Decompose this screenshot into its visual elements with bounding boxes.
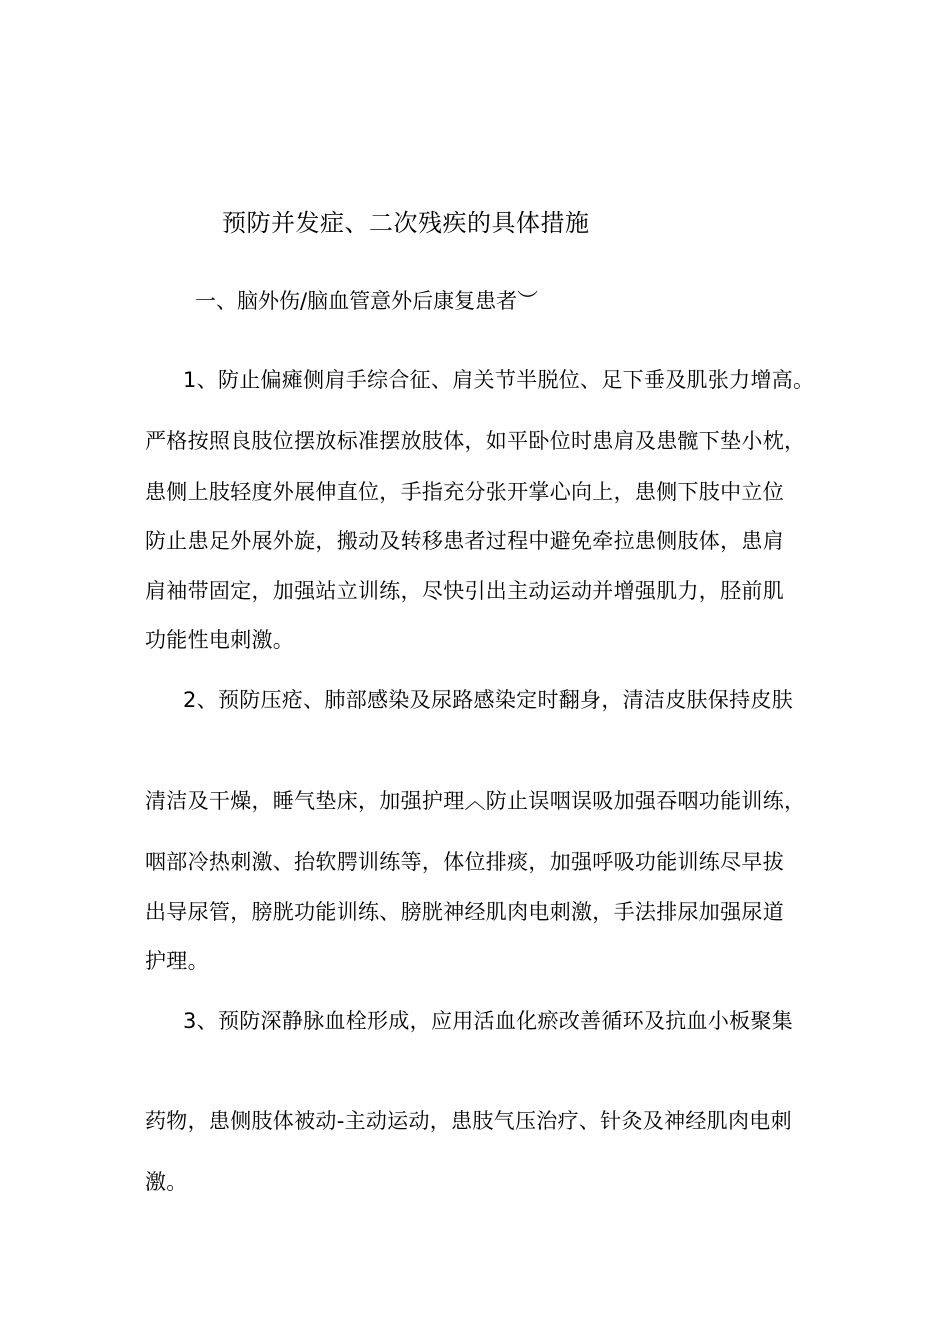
- paragraph-2-heading: 2、预防压疮、肺部感染及尿路感染定时翻身，清洁皮肤保持皮肤: [183, 688, 794, 712]
- paragraph-2-line-4: 护理。: [145, 949, 209, 973]
- paragraph-2-line-3: 出导尿管，膀胱功能训练、膀胱神经肌肉电刺激，手法排尿加强尿道: [145, 900, 784, 924]
- paragraph-1-line-4: 肩袖带固定，加强站立训练，尽快引出主动运动并增强肌力，胫前肌: [145, 579, 784, 603]
- paragraph-2-line-1: 清洁及干燥，睡气垫床，加强护理︿防止误咽误吸加强吞咽功能训练，: [145, 789, 806, 813]
- paragraph-1-line-5: 功能性电刺激。: [145, 628, 295, 652]
- paragraph-1-line-2: 患侧上肢轻度外展伸直位，手指充分张开掌心向上，患侧下肢中立位: [145, 480, 784, 504]
- paragraph-1-heading: 1、防止偏瘫侧肩手综合征、肩关节半脱位、足下垂及肌张力增高。: [183, 368, 815, 392]
- paragraph-3-line-1: 药物，患侧肢体被动-主动运动，患肢气压治疗、针灸及神经肌肉电刺: [145, 1109, 792, 1133]
- paragraph-3-line-2: 激。: [145, 1170, 188, 1194]
- section-heading: 一、脑外伤/脑血管意外后康复患者︶: [195, 289, 539, 313]
- paragraph-1-line-1: 严格按照良肢位摆放标准摆放肢体，如平卧位时患肩及患髋下垫小枕，: [145, 429, 806, 453]
- paragraph-1-line-3: 防止患足外展外旋，搬动及转移患者过程中避免牵拉患侧肢体，患肩: [145, 529, 784, 553]
- document-title: 预防并发症、二次残疾的具体措施: [222, 209, 590, 237]
- paragraph-2-line-2: 咽部冷热刺激、抬软腭训练等，体位排痰，加强呼吸功能训练尽早拔: [145, 850, 784, 874]
- paragraph-3-heading: 3、预防深静脉血栓形成，应用活血化瘀改善循环及抗血小板聚集: [183, 1009, 794, 1033]
